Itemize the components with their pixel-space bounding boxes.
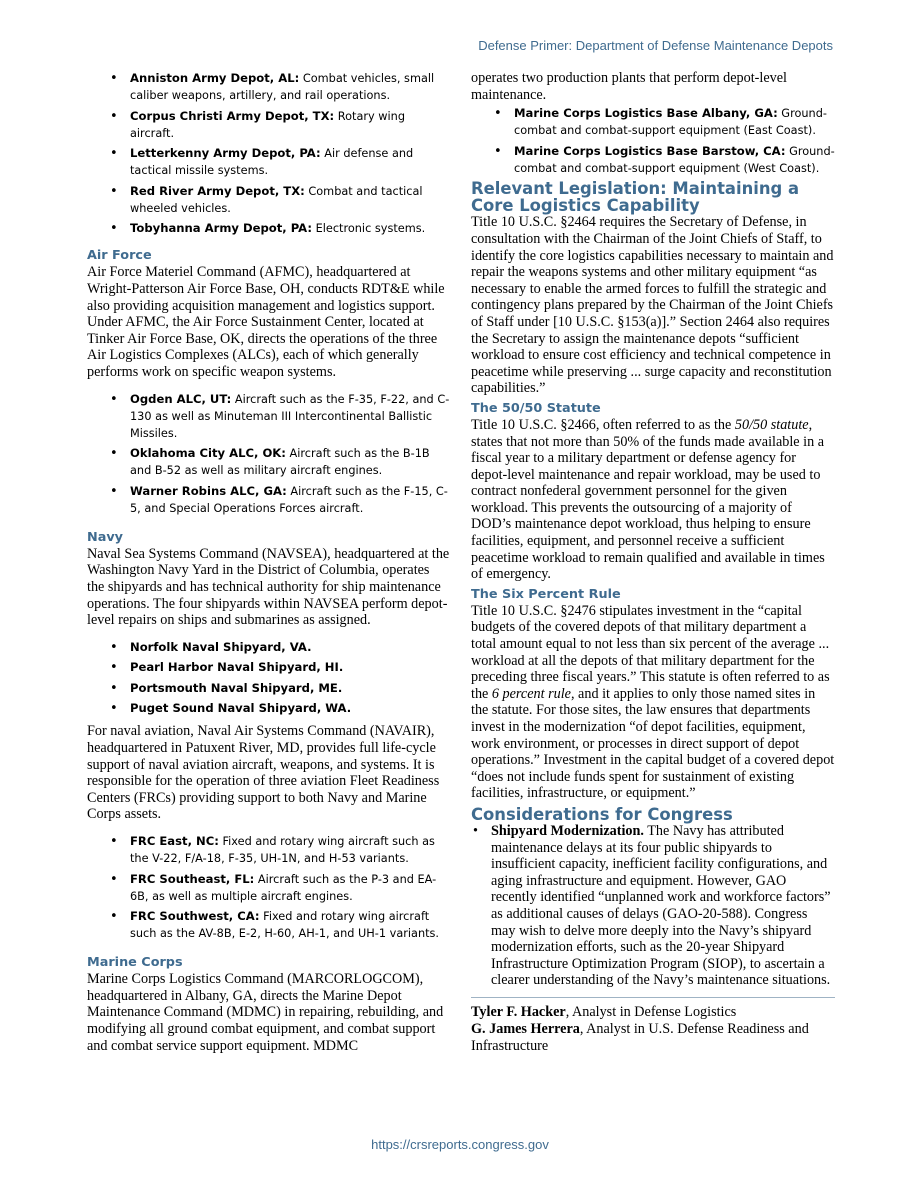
legislation-heading: Relevant Legislation: Maintaining a Core Logistics Capability <box>471 179 800 216</box>
list-item: • Ogden ALC, UT: Aircraft such as the F-35, F-22, and C-130 as well as Minuteman III Intercontinental Ballistic Missiles. <box>87 391 450 442</box>
author-block <box>471 1004 835 1055</box>
list-item: • Puget Sound Naval Shipyard, WA. <box>87 700 450 717</box>
left-column <box>87 70 450 1054</box>
list-item: • Tobyhanna Army Depot, PA: Electronic systems. <box>87 220 450 237</box>
list-item: • Portsmouth Naval Shipyard, ME. <box>87 680 450 697</box>
fifty-fifty-heading: The 50/50 Statute <box>471 400 601 416</box>
considerations-heading: Considerations for Congress <box>471 804 733 824</box>
mdmc-continued-paragraph: operates two production plants that perform depot-level maintenance. <box>471 70 787 103</box>
list-item: • Marine Corps Logistics Base Albany, GA: Ground-combat and combat-support equipment (East Coast). <box>471 105 835 139</box>
list-item: • FRC East, NC: Fixed and rotary wing aircraft such as the V-22, F/A-18, F-35, UH-1N, and H-53 variants. <box>87 833 450 867</box>
author-line: G. James Herrera, Analyst in U.S. Defense Readiness and Infrastructure <box>471 1020 809 1054</box>
alc-list <box>87 391 450 517</box>
list-item: • Red River Army Depot, TX: Combat and tactical wheeled vehicles. <box>87 183 450 217</box>
list-item: • Corpus Christi Army Depot, TX: Rotary wing aircraft. <box>87 108 450 142</box>
list-item: • Anniston Army Depot, AL: Combat vehicles, small caliber weapons, artillery, and rail operations. <box>87 70 450 104</box>
divider <box>471 997 835 998</box>
list-item: • Norfolk Naval Shipyard, VA. <box>87 639 450 656</box>
list-item: • Pearl Harbor Naval Shipyard, HI. <box>87 659 450 676</box>
list-item: • Oklahoma City ALC, OK: Aircraft such as the B-1B and B-52 as well as military aircraft engines. <box>87 445 450 479</box>
marine-corps-paragraph: Marine Corps Logistics Command (MARCORLOGCOM), headquartered in Albany, GA, directs the Marine Depot Maintenance Command (MDMC) in repairing, rebuilding, and modifying all ground combat equipment, and combat support and combat service support equipment. MDMC <box>87 971 444 1054</box>
six-percent-paragraph: Title 10 U.S.C. §2476 stipulates investment in the “capital budgets of the covered depots of that military department a total amount equal to not less than six percent of the average ... workload at all the depots of that military department for the preceding three fiscal years.” This statute is often referred to as the 6 percent rule, and it applies to only those named sites in the statute. For those sites, the law ensures that departments invest in the modernization “of depot facilities, equipment, work environment, or processes in direct support of depot operations.” Investment in the capital budget of a covered depot “does not include funds spent for sustainment of existing facilities, infrastructure, or equipment.” <box>471 602 835 802</box>
air-force-paragraph: Air Force Materiel Command (AFMC), headquartered at Wright-Patterson Air Force Base, OH, conducts RDT&E while also providing acquisition management and logistics support. Under AFMC, the Air Force Sustainment Center, located at Tinker Air Force Base, OK, directs the operations of the three Air Logistics Complexes (ALCs), each of which generally performs work on specific weapon systems. <box>87 264 445 380</box>
navy-heading: Navy <box>87 529 124 545</box>
navy-paragraph: Naval Sea Systems Command (NAVSEA), headquartered at the Washington Navy Yard in the District of Columbia, operates the shipyards and has technical authority for ship maintenance operations. The four shipyards within NAVSEA perform depot-level repairs on ships and submarines as assigned. <box>87 545 450 629</box>
marine-base-list <box>471 105 835 177</box>
frc-list <box>87 833 450 942</box>
list-item: • Marine Corps Logistics Base Barstow, CA: Ground-combat and combat-support equipment (West Coast). <box>471 143 835 177</box>
naval-aviation-paragraph: For naval aviation, Naval Air Systems Command (NAVAIR), headquartered in Patuxent River, MD, provides full life-cycle support of naval aviation aircraft, weapons, and systems. It is responsible for the operation of three aviation Fleet Readiness Centers (FRCs) providing support to both Navy and Marine Corps assets. <box>87 723 440 823</box>
considerations-list <box>471 823 835 989</box>
list-item: • Letterkenny Army Depot, PA: Air defense and tactical missile systems. <box>87 145 450 179</box>
right-column <box>471 70 835 1055</box>
list-item: • FRC Southwest, CA: Fixed and rotary wing aircraft such as the AV-8B, E-2, H-60, AH-1, and UH-1 variants. <box>87 908 450 942</box>
running-header: Defense Primer: Department of Defense Maintenance Depots <box>478 38 833 53</box>
list-item: • Shipyard Modernization. The Navy has attributed maintenance delays at its four public shipyards to insufficient capacity, inefficient facility configurations, and aging infrastructure and equipment. However, GAO recently identified “unplanned work and workforce factors” as additional causes of delays (GAO-20-588). Congress may wish to delve more deeply into the Navy’s shipyard modernization efforts, such as the 20-year Shipyard Infrastructure Optimization Program (SIOP), to ascertain a clearer understanding of the Navy’s maintenance situations. <box>471 823 835 989</box>
fifty-fifty-paragraph: Title 10 U.S.C. §2466, often referred to as the 50/50 statute, states that not more than 50% of the funds made available in a fiscal year to a military department or defense agency for depot-level maintenance and repair workload, may be used to contract nonfederal government personnel for the given workload. This prevents the outsourcing of a majority of DOD’s maintenance depot workload, thus helping to ensure facilities, equipment, and personnel receive a sufficient peacetime workload to remain qualified and available in times of emergency. <box>471 416 825 583</box>
legislation-paragraph: Title 10 U.S.C. §2464 requires the Secretary of Defense, in consultation with the Chairman of the Joint Chiefs of Staff, to identify the core logistics capabilities necessary to maintain and repair the weapons systems and other military equipment “as necessary to enable the armed forces to fulfill the strategic and contingency plans prepared by the Chairman of the Joint Chiefs of Staff under [10 U.S.C. §153(a)].” Section 2464 also requires the Secretary to assign the maintenance depots “sufficient workload to ensure cost efficiency and technical competence in peacetime while preserving ... surge capacity and reconstitution capabilities.” <box>471 214 834 397</box>
list-item: • Warner Robins ALC, GA: Aircraft such as the F-15, C-5, and Special Operations Forces aircraft. <box>87 483 450 517</box>
air-force-heading: Air Force <box>87 248 152 264</box>
marine-corps-heading: Marine Corps <box>87 955 183 971</box>
footer-link[interactable]: https://crsreports.congress.gov <box>371 1137 549 1152</box>
six-percent-heading: The Six Percent Rule <box>471 586 621 602</box>
author-line: Tyler F. Hacker, Analyst in Defense Logistics <box>471 1003 737 1020</box>
list-item: • FRC Southeast, FL: Aircraft such as the P-3 and EA-6B, as well as multiple aircraft engines. <box>87 871 450 905</box>
shipyard-list <box>87 639 450 718</box>
army-depot-list <box>87 70 450 237</box>
